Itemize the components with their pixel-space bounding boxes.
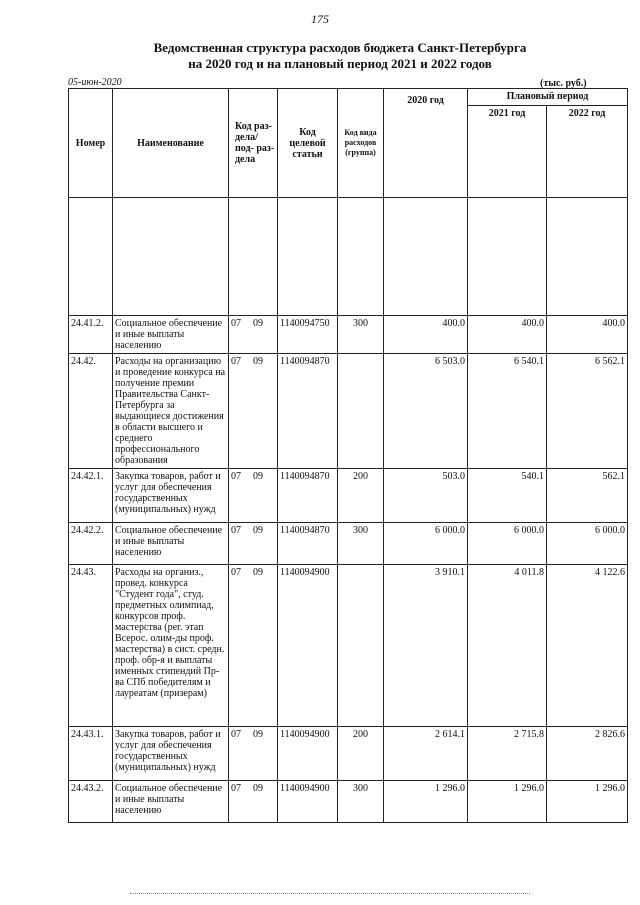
row-number: 24.43.2. (69, 781, 113, 823)
row-2022: 4 122.6 (547, 565, 628, 727)
table-row (69, 316, 628, 354)
row-expense-type: 300 (338, 781, 384, 823)
row-section (229, 565, 278, 727)
row-section-code: 07 (231, 318, 241, 329)
row-expense-type: 300 (338, 316, 384, 354)
row-target: 1140094870 (278, 523, 338, 565)
row-name: Закупка товаров, работ и услуг для обеспечения государственных (муниципальных) нужд (113, 469, 229, 523)
table-row (69, 354, 628, 469)
row-section-code: 07 (231, 567, 241, 578)
row-2021: 400.0 (468, 316, 547, 354)
row-2020: 6 503.0 (384, 354, 468, 469)
row-name: Закупка товаров, работ и услуг для обеспечения государственных (муниципальных) нужд (113, 727, 229, 781)
row-section-code: 07 (231, 729, 241, 740)
row-2021: 4 011.8 (468, 565, 547, 727)
units-label: (тыс. руб.) (540, 78, 587, 89)
row-subsection-code: 09 (253, 525, 263, 536)
row-2020: 503.0 (384, 469, 468, 523)
row-expense-type (338, 565, 384, 727)
row-expense-type: 200 (338, 727, 384, 781)
row-number: 24.41.2. (69, 316, 113, 354)
row-expense-type: 300 (338, 523, 384, 565)
header-section: Код раз- дела/ под- раз- дела (229, 89, 278, 198)
table-row (69, 469, 628, 523)
header-target: Код целевой статьи (278, 89, 338, 198)
row-number: 24.42. (69, 354, 113, 469)
row-2020: 6 000.0 (384, 523, 468, 565)
row-number: 24.42.2. (69, 523, 113, 565)
row-2021: 2 715.8 (468, 727, 547, 781)
table-row (69, 565, 628, 727)
row-2020: 2 614.1 (384, 727, 468, 781)
row-section (229, 354, 278, 469)
row-2022: 6 000.0 (547, 523, 628, 565)
row-2020: 3 910.1 (384, 565, 468, 727)
row-number: 24.42.1. (69, 469, 113, 523)
row-2021: 6 000.0 (468, 523, 547, 565)
row-2022: 400.0 (547, 316, 628, 354)
header-2020: 2020 год (384, 89, 468, 198)
row-subsection-code: 09 (253, 318, 263, 329)
row-target: 1140094870 (278, 469, 338, 523)
row-subsection-code: 09 (253, 783, 263, 794)
row-section-code: 07 (231, 471, 241, 482)
row-subsection-code: 09 (253, 471, 263, 482)
row-subsection-code: 09 (253, 729, 263, 740)
row-name: Расходы на организацию и проведение конкурса на получение премии Правительства Санкт-Петербурга за выдающиеся достижения в области высшего и среднего профессионального образования (113, 354, 229, 469)
row-section (229, 469, 278, 523)
title-line-2: на 2020 год и на плановый период 2021 и 2022 годов (188, 56, 492, 71)
document-date: 05-июн-2020 (68, 77, 122, 88)
row-2021: 540.1 (468, 469, 547, 523)
row-target: 1140094900 (278, 727, 338, 781)
header-expense-type: Код вида расходов (группа) (338, 89, 384, 198)
row-expense-type: 200 (338, 469, 384, 523)
row-expense-type (338, 354, 384, 469)
header-2021: 2021 год (468, 105, 547, 197)
row-2020: 400.0 (384, 316, 468, 354)
table-row (69, 523, 628, 565)
table-row (69, 727, 628, 781)
row-2022: 2 826.6 (547, 727, 628, 781)
row-target: 1140094870 (278, 354, 338, 469)
row-name: Социальное обеспечение и иные выплаты населению (113, 781, 229, 823)
row-name: Расходы на организ., провед. конкурса "Студент года", студ. предметных олимпиад, конкурсов проф. мастерства (рег. этап Всерос. олим-ды проф. мастерства) в сист. средн. проф. обр-я и выплаты именных стипендий Пр-ва СПб победителям и лауреатам (призерам) (113, 565, 229, 727)
row-section (229, 727, 278, 781)
row-section-code: 07 (231, 783, 241, 794)
header-name: Наименование (113, 89, 229, 198)
budget-table (68, 88, 628, 823)
row-2022: 6 562.1 (547, 354, 628, 469)
row-subsection-code: 09 (253, 567, 263, 578)
row-section-code: 07 (231, 356, 241, 367)
page-title (0, 40, 640, 72)
footer-scan-marks (130, 893, 530, 896)
row-section (229, 316, 278, 354)
row-2021: 1 296.0 (468, 781, 547, 823)
page-number: 175 (311, 12, 329, 26)
table-row (69, 781, 628, 823)
row-section-code: 07 (231, 525, 241, 536)
row-number: 24.43. (69, 565, 113, 727)
row-2022: 1 296.0 (547, 781, 628, 823)
row-subsection-code: 09 (253, 356, 263, 367)
row-name: Социальное обеспечение и иные выплаты населению (113, 316, 229, 354)
row-2021: 6 540.1 (468, 354, 547, 469)
row-2020: 1 296.0 (384, 781, 468, 823)
header-2022: 2022 год (547, 105, 628, 197)
row-section (229, 781, 278, 823)
header-planned-period: Плановый период (468, 89, 628, 106)
row-target: 1140094900 (278, 565, 338, 727)
header-number: Номер (69, 89, 113, 198)
row-section (229, 523, 278, 565)
row-target: 1140094750 (278, 316, 338, 354)
title-line-1: Ведомственная структура расходов бюджета Санкт-Петербурга (153, 40, 527, 55)
row-number: 24.43.1. (69, 727, 113, 781)
row-name: Социальное обеспечение и иные выплаты населению (113, 523, 229, 565)
row-2022: 562.1 (547, 469, 628, 523)
row-target: 1140094900 (278, 781, 338, 823)
spacer-row (69, 198, 628, 316)
